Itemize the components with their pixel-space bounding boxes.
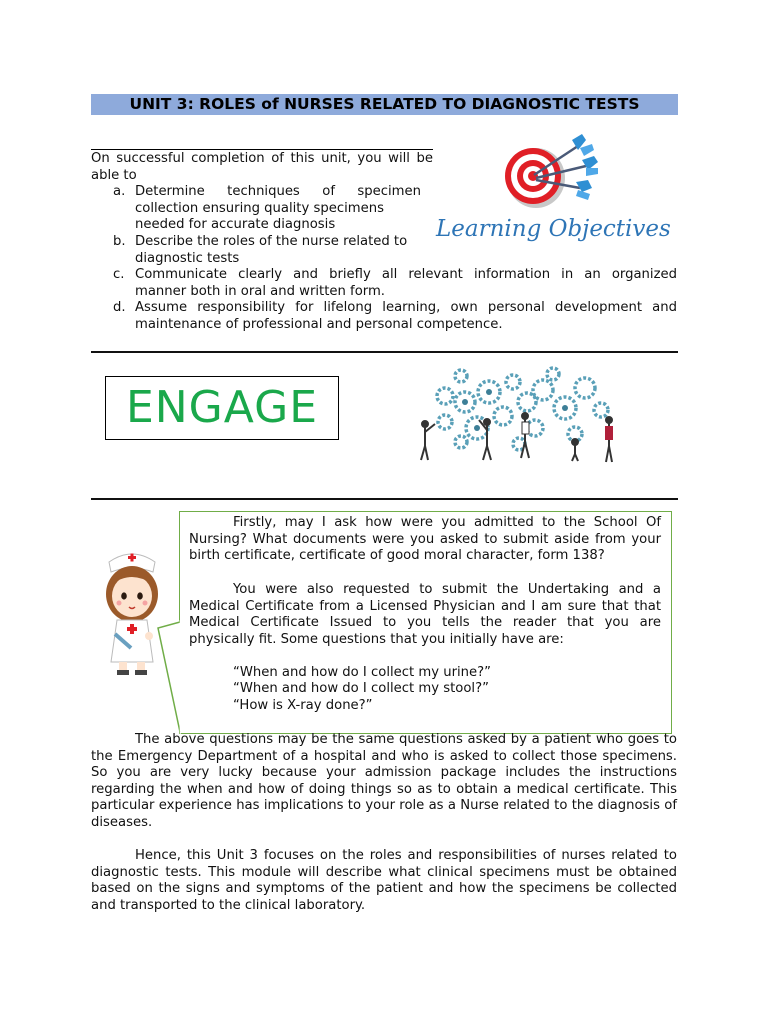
- speech-bubble-tail: [156, 620, 182, 740]
- gears-teamwork-illustration: [415, 362, 620, 466]
- unit-title: UNIT 3: ROLES of NURSES RELATED TO DIAGNOSTIC TESTS: [129, 95, 640, 113]
- objective-letter: b.: [113, 234, 126, 249]
- objectives-intro: On successful completion of this unit, you will be able to: [91, 151, 433, 183]
- objective-letter: a.: [113, 184, 126, 199]
- bubble-paragraph-2: You were also requested to submit the Undertaking and a Medical Certificate from a Licensed Physician and I am sure that that Medical Certificate Issued to you tells the reader that you are physically fit. Some questions that you initially have are:: [189, 582, 661, 647]
- objective-text: Communicate clearly and briefly all relevant information in an organized: [135, 267, 677, 282]
- nurse-cartoon: [101, 550, 163, 676]
- objective-text: Describe the roles of the nurse related to: [135, 234, 408, 249]
- objective-text-cont: needed for accurate diagnosis: [135, 217, 336, 232]
- question-item: “When and how do I collect my urine?”: [233, 665, 491, 680]
- question-item: “How is X-ray done?”: [233, 698, 373, 713]
- section-rule: [91, 498, 678, 500]
- objective-text-cont: manner both in oral and written form.: [135, 284, 385, 299]
- body-paragraph-1: The above questions may be the same questions asked by a patient who goes to the Emergency Department of a hospital and who is asked to collect those specimens. So you are very lucky because your admission package includes the instructions regarding the when and how of doing things so as to obtain a medical certificate. This particular experience has implications to your role as a Nurse related to the diagnosis of diseases.: [91, 732, 677, 830]
- objective-text: Assume responsibility for lifelong learning, own personal development and: [135, 300, 677, 315]
- engage-heading: ENGAGE: [125, 382, 319, 433]
- target-darts-icon: [500, 132, 610, 212]
- section-rule: [91, 351, 678, 353]
- question-item: “When and how do I collect my stool?”: [233, 681, 489, 696]
- objective-text: Determine techniques of specimen collection ensuring quality specimens: [135, 184, 421, 216]
- intro-rule: [91, 149, 433, 150]
- body-paragraph-2: Hence, this Unit 3 focuses on the roles and responsibilities of nurses related to diagnostic tests. This module will describe what clinical specimens must be obtained based on the signs and symptoms of the patient and how the specimens be collected and transported to the clinical laboratory.: [91, 848, 677, 913]
- objective-text-cont: maintenance of professional and personal competence.: [135, 317, 503, 332]
- objective-letter: d.: [113, 300, 126, 315]
- bubble-paragraph-1: Firstly, may I ask how were you admitted to the School Of Nursing? What documents were you asked to submit aside from your birth certificate, certificate of good moral character, form 138?: [189, 515, 661, 564]
- objective-text-cont: diagnostic tests: [135, 251, 240, 266]
- objective-item-a: [113, 184, 421, 218]
- objective-letter: c.: [113, 267, 125, 282]
- learning-objectives-caption: Learning Objectives: [436, 216, 671, 242]
